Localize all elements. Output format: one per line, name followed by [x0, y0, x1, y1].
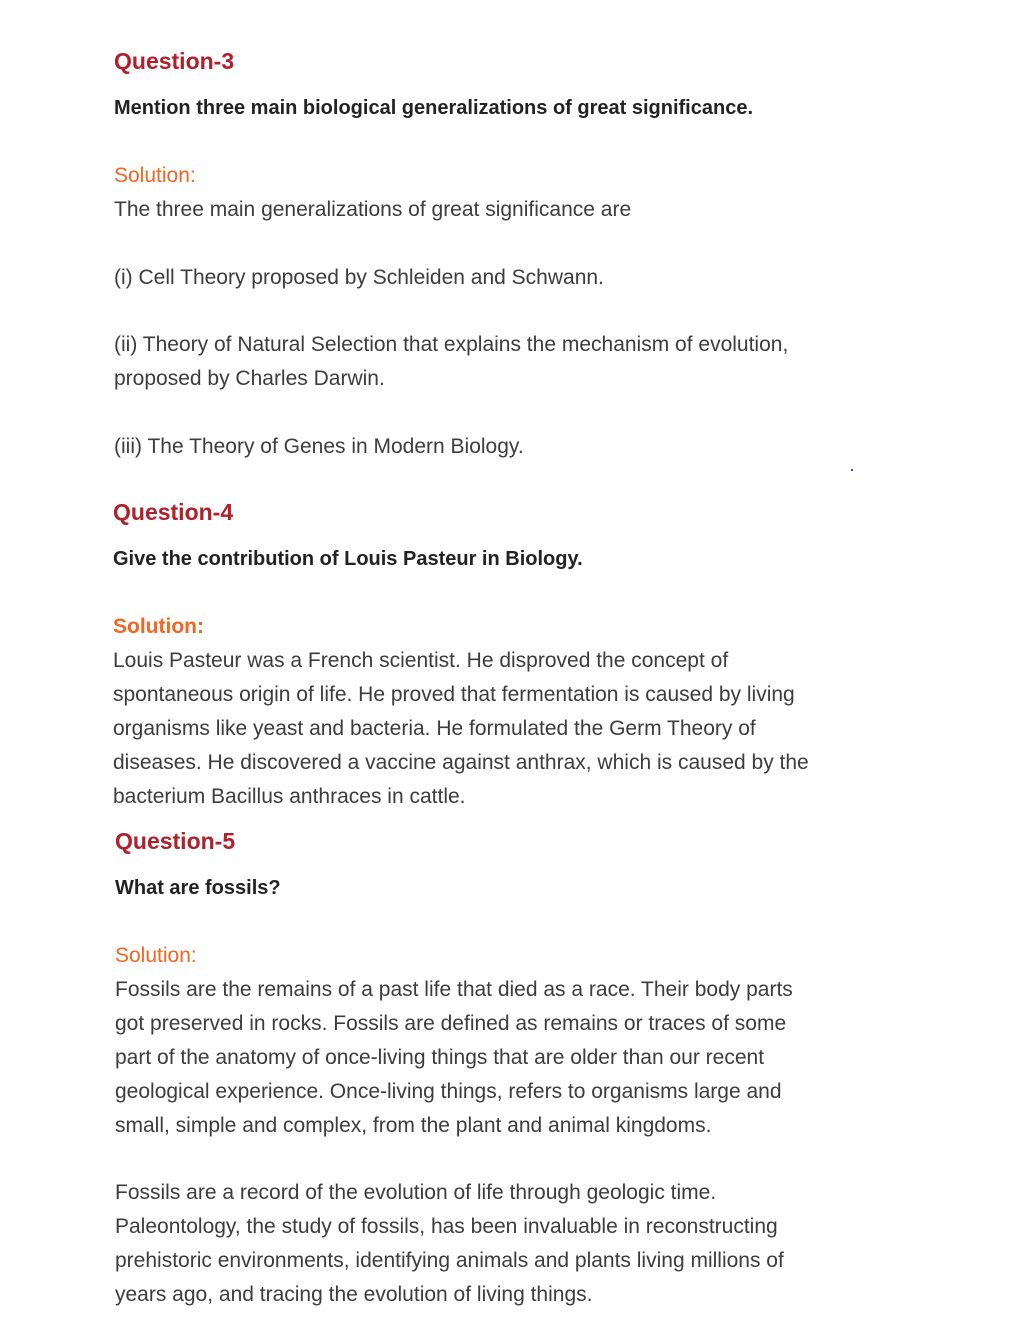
solution-line: part of the anatomy of once-living things that are older than our recent — [115, 1046, 765, 1069]
question-3-solution-label: Solution: — [114, 164, 196, 187]
solution-line: geological experience. Once-living things, refers to organisms large and — [115, 1080, 782, 1103]
solution-line: proposed by Charles Darwin. — [114, 367, 385, 390]
solution-line: Fossils are the remains of a past life that died as a race. Their body parts — [115, 978, 793, 1001]
question-4-text: Give the contribution of Louis Pasteur in Biology. — [113, 548, 583, 570]
solution-line: small, simple and complex, from the plant and animal kingdoms. — [115, 1114, 712, 1137]
solution-line: Paleontology, the study of fossils, has been invaluable in reconstructing — [115, 1215, 778, 1238]
question-3-heading: Question-3 — [114, 48, 235, 74]
question-5-heading: Question-5 — [115, 828, 236, 854]
solution-line: (iii) The Theory of Genes in Modern Biology. — [114, 435, 524, 458]
solution-line: Fossils are a record of the evolution of life through geologic time. — [115, 1181, 717, 1204]
solution-line: diseases. He discovered a vaccine against anthrax, which is caused by the — [113, 751, 809, 774]
solution-line: got preserved in rocks. Fossils are defined as remains or traces of some — [115, 1012, 787, 1035]
question-3-point-3 — [114, 430, 894, 464]
question-5-solution-label: Solution: — [115, 944, 197, 967]
solution-line: (i) Cell Theory proposed by Schleiden and Schwann. — [114, 266, 604, 289]
question-4-heading: Question-4 — [113, 499, 234, 525]
question-3-intro — [114, 193, 894, 227]
solution-line: years ago, and tracing the evolution of living things. — [115, 1283, 593, 1306]
solution-line: (ii) Theory of Natural Selection that explains the mechanism of evolution, — [114, 333, 789, 356]
solution-line: Louis Pasteur was a French scientist. He disproved the concept of — [113, 649, 729, 672]
solution-line: prehistoric environments, identifying animals and plants living millions of — [115, 1249, 784, 1272]
question-3-point-2 — [114, 328, 894, 396]
question-4-solution-label: Solution: — [113, 615, 204, 638]
question-5-paragraph-1 — [115, 973, 895, 1143]
question-3-point-1 — [114, 261, 894, 295]
solution-line: organisms like yeast and bacteria. He formulated the Germ Theory of — [113, 717, 756, 740]
question-5-text: What are fossils? — [115, 877, 281, 899]
question-5-paragraph-2 — [115, 1176, 895, 1312]
solution-line: The three main generalizations of great significance are — [114, 198, 632, 221]
solution-line: spontaneous origin of life. He proved that fermentation is caused by living — [113, 683, 795, 706]
question-4-solution-text — [113, 644, 893, 814]
question-3-text: Mention three main biological generalizations of great significance. — [114, 97, 754, 119]
solution-line: bacterium Bacillus anthraces in cattle. — [113, 785, 466, 808]
stray-dot — [851, 469, 853, 471]
